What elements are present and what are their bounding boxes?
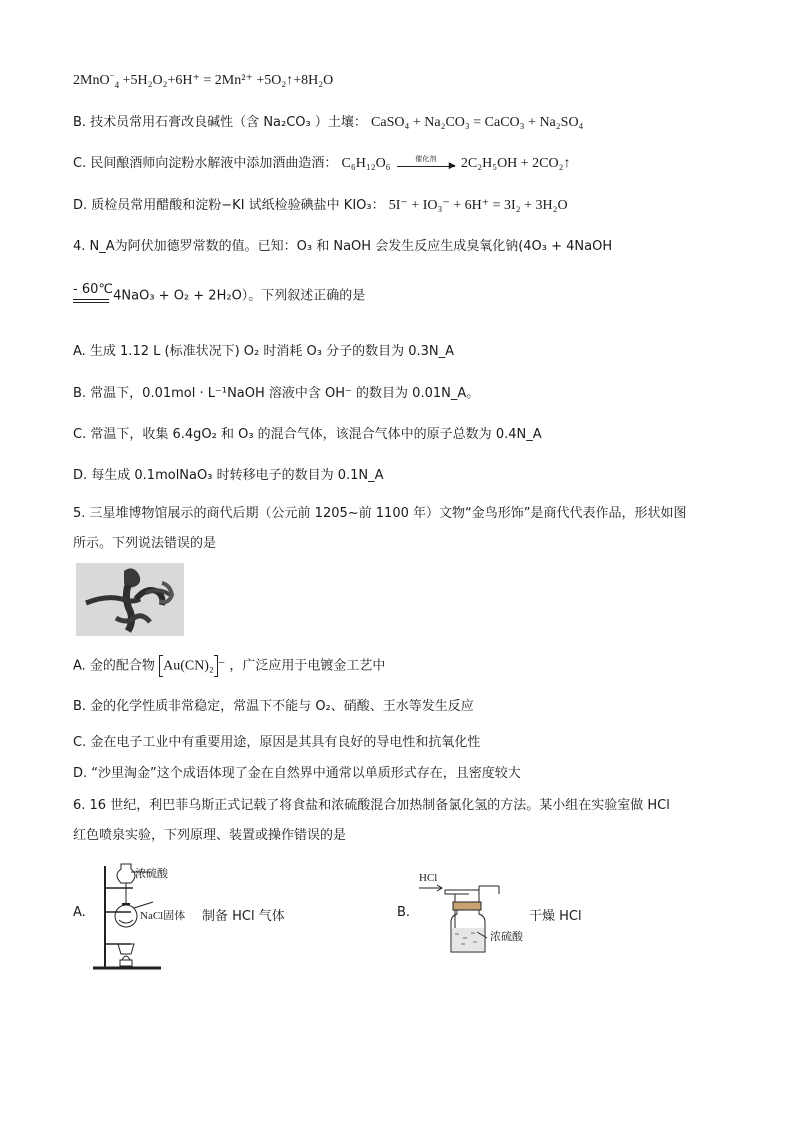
q4-option-a: A. 生成 1.12 L (标准状况下) O₂ 时消耗 O₃ 分子的数目为 0.3N_A — [73, 344, 454, 359]
hcl-inlet-label: HCl — [419, 872, 438, 884]
q6-stem-line1: 6. 16 世纪，利巴菲乌斯正式记载了将食盐和浓硫酸混合加热制备氯化氢的方法。某小组在实验室做 HCl — [73, 798, 670, 813]
reaction-condition — [73, 282, 113, 309]
acid-label-b: 浓硫酸 — [490, 931, 523, 943]
option-c-reactant: C₆H₁₂O₆ — [341, 156, 391, 171]
reaction-arrow: 催化剂 ▶ — [397, 157, 455, 171]
q4-option-c: C. 常温下，收集 6.4gO₂ 和 O₃ 的混合气体，该混合气体中的原子总数为 0.4N_A — [73, 427, 542, 442]
option-c-line — [73, 154, 571, 174]
drying-bottle-apparatus — [417, 868, 527, 958]
q6-option-a-caption: 制备 HCl 气体 — [202, 909, 285, 924]
option-b-line — [73, 113, 583, 133]
q6-option-a — [73, 860, 313, 975]
q5-stem-line1: 5. 三星堆博物馆展示的商代后期（公元前 1205~前 1100 年）文物“金鸟形饰”是商代代表作品，形状如图 — [73, 506, 687, 521]
q5-option-c: C. 金在电子工业中有重要用途，原因是其具有良好的导电性和抗氧化性 — [73, 735, 481, 750]
option-c-text: C. 民间酿酒师向淀粉水解液中添加酒曲造酒： — [73, 156, 338, 171]
q4-option-b: B. 常温下，0.01mol · L⁻¹NaOH 溶液中含 OH⁻ 的数目为 0.01N_A。 — [73, 386, 480, 401]
equation-rest: +5H₂O₂+6H⁺ = 2Mn²⁺ +5O₂↑+8H₂O — [122, 73, 334, 88]
equation-lead: 2MnO — [73, 73, 110, 88]
option-b-text: B. 技术员常用石膏改良碱性（含 Na₂CO₃ ）土壤： — [73, 115, 367, 130]
q6-option-b — [397, 868, 597, 958]
q4-stem-line1 — [73, 237, 612, 257]
q4-stem-text-2: 4NaO₃ + O₂ + 2H₂O）。下列叙述正确的是 — [113, 288, 366, 304]
option-c-product: 2C₂H₅OH + 2CO₂↑ — [460, 156, 571, 171]
q5-option-a-post: ，广泛应用于电镀金工艺中 — [229, 658, 386, 674]
equation-permanganate: 2MnO−$_4$ +5H₂O₂+6H⁺ = 2Mn²⁺ +5O₂↑+8H₂O — [73, 70, 334, 90]
q4-option-d: D. 每生成 0.1molNaO₃ 时转移电子的数目为 0.1N_A — [73, 468, 384, 483]
catalyst-label: 催化剂 — [415, 154, 437, 163]
complex-charge: ⁻ — [217, 658, 226, 674]
option-b-equation: CaSO₄ + Na₂CO₃ = CaCO₃ + Na₂SO₄ — [371, 115, 584, 130]
nacl-solid-label: NaCl固体 — [140, 910, 186, 922]
q5-option-a — [73, 655, 385, 677]
gold-complex-formula: Au(CN)₂ — [163, 658, 214, 674]
q6-option-b-caption: 干燥 HCl — [529, 909, 582, 924]
q5-option-d: D. “沙里淘金”这个成语体现了金在自然界中通常以单质形式存在，且密度较大 — [73, 766, 521, 781]
q6-option-b-label: B. — [397, 905, 411, 920]
q4-stem-text: 4. N_A为阿伏加德罗常数的值。已知：O₃ 和 NaOH 会发生反应生成臭氧化钠(4O₃ + 4NaOH — [73, 239, 613, 254]
q4-stem-line2 — [73, 283, 365, 309]
acid-label-a: 浓硫酸 — [135, 868, 168, 880]
temperature-label: - 60℃ — [73, 282, 113, 297]
q5-stem-line2: 所示。下列说法错误的是 — [73, 536, 217, 551]
option-d-equation: 5I⁻ + IO₃⁻ + 6H⁺ = 3I₂ + 3H₂O — [388, 198, 568, 213]
q6-stem-line2: 红色喷泉实验，下列原理、装置或操作错误的是 — [73, 828, 347, 843]
gold-bird-ornament-photo — [76, 563, 184, 636]
option-d-text: D. 质检员常用醋酸和淀粉−KI 试纸检验碘盐中 KIO₃： — [73, 198, 385, 213]
q5-option-b: B. 金的化学性质非常稳定，常温下不能与 O₂、硝酸、王水等发生反应 — [73, 699, 474, 714]
q6-option-a-label: A. — [73, 905, 86, 920]
q5-option-a-pre: A. 金的配合物 — [73, 658, 155, 674]
option-d-line — [73, 196, 568, 216]
